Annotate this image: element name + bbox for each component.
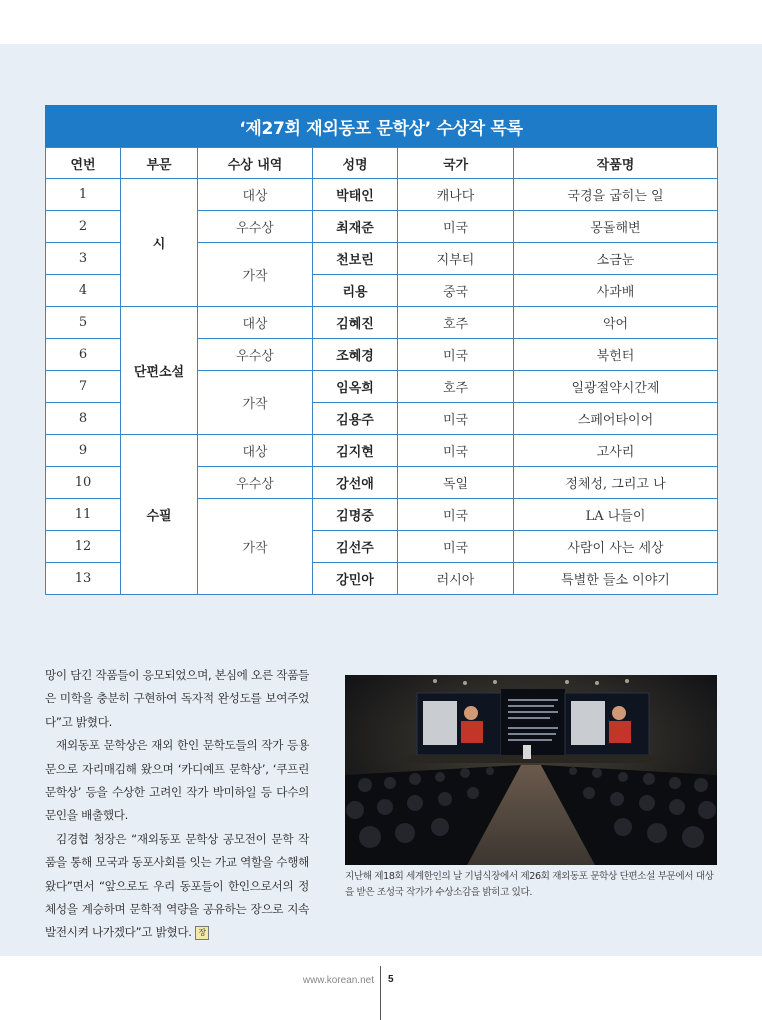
cell-no: 3 (46, 243, 121, 275)
cell-work: 일광절약시간제 (514, 371, 718, 403)
header-work: 작품명 (514, 148, 718, 179)
event-photo-illustration (345, 675, 717, 865)
table-header-row (46, 148, 718, 179)
cell-work: 스페어타이어 (514, 403, 718, 435)
footer-site-url: www.korean.net (302, 975, 374, 986)
event-photo (345, 675, 717, 865)
cell-category-short-story: 단편소설 (121, 307, 198, 435)
cell-name: 최재준 (313, 211, 398, 243)
cell-no: 7 (46, 371, 121, 403)
cell-work: 사람이 사는 세상 (514, 531, 718, 563)
cell-work: 사과배 (514, 275, 718, 307)
cell-country: 러시아 (398, 563, 514, 595)
cell-name: 김용주 (313, 403, 398, 435)
cell-no: 8 (46, 403, 121, 435)
header-no: 연번 (46, 148, 121, 179)
cell-name: 김지현 (313, 435, 398, 467)
cell-country: 호주 (398, 307, 514, 339)
cell-work: 고사리 (514, 435, 718, 467)
cell-name: 박태인 (313, 179, 398, 211)
cell-country: 지부티 (398, 243, 514, 275)
cell-work: 국경을 굽히는 일 (514, 179, 718, 211)
cell-name: 조혜경 (313, 339, 398, 371)
cell-name: 김혜진 (313, 307, 398, 339)
header-award: 수상 내역 (198, 148, 313, 179)
cell-name: 강선애 (313, 467, 398, 499)
cell-award: 대상 (198, 435, 313, 467)
cell-no: 11 (46, 499, 121, 531)
cell-country: 미국 (398, 499, 514, 531)
cell-no: 12 (46, 531, 121, 563)
cell-category-poetry: 시 (121, 179, 198, 307)
cell-work: 특별한 들소 이야기 (514, 563, 718, 595)
table-row (46, 307, 718, 339)
cell-country: 호주 (398, 371, 514, 403)
cell-work: 정체성, 그리고 나 (514, 467, 718, 499)
page-number: 5 (388, 974, 394, 985)
header-category: 부문 (121, 148, 198, 179)
cell-category-essay: 수필 (121, 435, 198, 595)
cell-country: 미국 (398, 531, 514, 563)
cell-no: 6 (46, 339, 121, 371)
cell-work: 몽돌해변 (514, 211, 718, 243)
header-name: 성명 (313, 148, 398, 179)
cell-country: 미국 (398, 403, 514, 435)
cell-work: 소금눈 (514, 243, 718, 275)
article-paragraph: 재외동포 문학상은 재외 한인 문학도들의 작가 등용문으로 자리매김해 왔으며 ‘카디예프 문학상’, ‘쿠프린 문학상’ 등을 수상한 고려인 작가 박미하일 등 다수의 문인을 배출했다. (45, 738, 309, 823)
cell-name: 강민아 (313, 563, 398, 595)
table-row (46, 179, 718, 211)
cell-no: 5 (46, 307, 121, 339)
article-paragraph: 망이 담긴 작품들이 응모되었으며, 본심에 오른 작품들은 미학을 충분히 구현하여 독자적 완성도를 보여주었다”고 밝혔다. (45, 668, 309, 729)
table-title: ‘제27회 재외동포 문학상’ 수상작 목록 (45, 105, 717, 147)
cell-award: 우수상 (198, 211, 313, 243)
cell-work: LA 나들이 (514, 499, 718, 531)
cell-no: 4 (46, 275, 121, 307)
cell-country: 미국 (398, 339, 514, 371)
end-mark-icon: 장 (195, 926, 209, 940)
cell-name: 리용 (313, 275, 398, 307)
cell-no: 1 (46, 179, 121, 211)
cell-country: 캐나다 (398, 179, 514, 211)
footer-divider (380, 966, 381, 1020)
article-paragraph-text: 김경협 청장은 “재외동포 문학상 공모전이 문학 작품을 통해 모국과 동포사회를 잇는 가교 역할을 수행해왔다”면서 “앞으로도 우리 동포들이 한인으로서의 정체성을 계승하며 문학적 역량을 공유하는 장으로 지속 발전시켜 나가겠다”고 밝혔다. (45, 831, 309, 940)
cell-award: 가작 (198, 371, 313, 435)
cell-award: 대상 (198, 179, 313, 211)
cell-work: 악어 (514, 307, 718, 339)
cell-no: 10 (46, 467, 121, 499)
cell-country: 미국 (398, 211, 514, 243)
cell-award: 가작 (198, 243, 313, 307)
awards-table-container (45, 105, 717, 595)
cell-name: 김명중 (313, 499, 398, 531)
cell-country: 중국 (398, 275, 514, 307)
article-paragraph (45, 828, 309, 945)
cell-country: 독일 (398, 467, 514, 499)
cell-work: 북헌터 (514, 339, 718, 371)
cell-award: 가작 (198, 499, 313, 595)
cell-award: 우수상 (198, 467, 313, 499)
cell-country: 미국 (398, 435, 514, 467)
cell-no: 9 (46, 435, 121, 467)
cell-name: 임옥희 (313, 371, 398, 403)
article-body (45, 664, 309, 945)
header-country: 국가 (398, 148, 514, 179)
table-row (46, 435, 718, 467)
cell-award: 대상 (198, 307, 313, 339)
cell-award: 우수상 (198, 339, 313, 371)
cell-no: 2 (46, 211, 121, 243)
cell-no: 13 (46, 563, 121, 595)
awards-table (45, 147, 718, 595)
cell-name: 김선주 (313, 531, 398, 563)
cell-name: 천보린 (313, 243, 398, 275)
photo-caption: 지난해 제18회 세계한인의 날 기념식장에서 제26회 재외동포 문학상 단편소설 부문에서 대상을 받은 조성국 작가가 수상소감을 밝히고 있다. (345, 871, 714, 898)
